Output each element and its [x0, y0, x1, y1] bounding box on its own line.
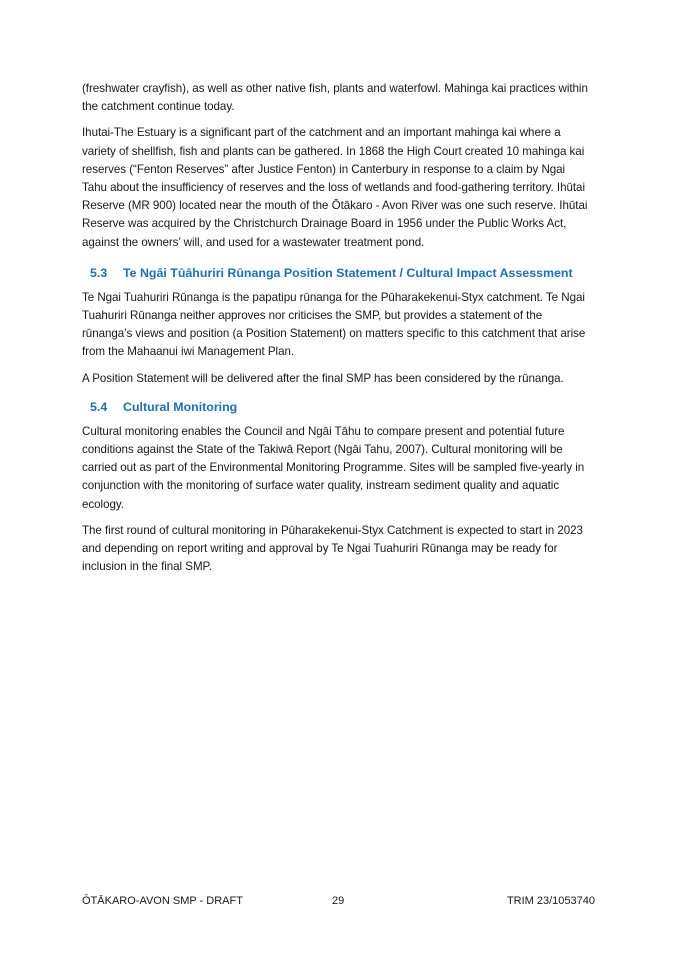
- section-5-4-paragraph-2: The first round of cultural monitoring in Pūharakekenui-Styx Catchment is expected to start in 2023 and depending on report writing and approval by Te Ngai Tuahuriri Rūnanga may be ready for inclusion in the final SMP.: [82, 523, 583, 574]
- section-5-3-paragraph-1: Te Ngai Tuahuriri Rūnanga is the papatipu rūnanga for the Pūharakekenui-Styx catchment. Te Ngai Tuahuriri Rūnanga neither approves nor criticises the SMP, but provides a statement of the rūnanga’s views and position (a Position Statement) on matters specific to this catchment that arise from the Mahaanui iwi Management Plan.: [82, 290, 586, 359]
- footer-trim-reference: TRIM 23/1053740: [506, 895, 595, 907]
- page-content: [82, 80, 592, 584]
- page-footer: [82, 893, 595, 909]
- intro-paragraph-2: Ihutai-The Estuary is a significant part of the catchment and an important mahinga kai where a variety of shellfish, fish and plants can be gathered. In 1868 the High Court created 10 mahinga kai reserves (“Fenton Reserves” after Justice Fenton) in Canterbury in response to a claim by Ngai Tahu about the insufficiency of reserves and the loss of wetlands and food-gathering territory. Ihūtai Reserve (MR 900) located near the mouth of the Ōtākaro - Avon River was one such reserve. Ihūtai Reserve was acquired by the Christchurch Drainage Board in 1956 under the Public Works Act, against the owners’ will, and used for a wastewater treatment pond.: [82, 126, 588, 249]
- footer-document-title: ŌTĀKARO-AVON SMP - DRAFT: [82, 895, 243, 907]
- section-5-4-title: Cultural Monitoring: [123, 399, 238, 414]
- section-5-4-number: 5.4: [90, 399, 108, 414]
- section-5-3-title: Te Ngāi Tūāhuriri Rūnanga Position Statement / Cultural Impact Assessment: [123, 265, 573, 280]
- footer-page-number: 29: [332, 895, 345, 907]
- section-5-3-number: 5.3: [90, 265, 108, 280]
- section-5-3-paragraph-2: A Position Statement will be delivered after the final SMP has been considered by the rūnanga.: [82, 371, 564, 385]
- section-5-4-heading: [82, 398, 592, 416]
- section-5-4-paragraph-1: Cultural monitoring enables the Council and Ngāi Tāhu to compare present and potential future conditions against the State of the Takiwā Report (Ngāi Tahu, 2007). Cultural monitoring will be carried out as part of the Environmental Monitoring Programme. Sites will be sampled five-yearly in conjunction with the monitoring of surface water quality, instream sediment quality and aquatic ecology.: [82, 424, 585, 511]
- intro-paragraph-1: (freshwater crayfish), as well as other native fish, plants and waterfowl. Mahinga kai practices within the catchment continue today.: [82, 82, 588, 114]
- section-5-3-heading: [82, 264, 592, 282]
